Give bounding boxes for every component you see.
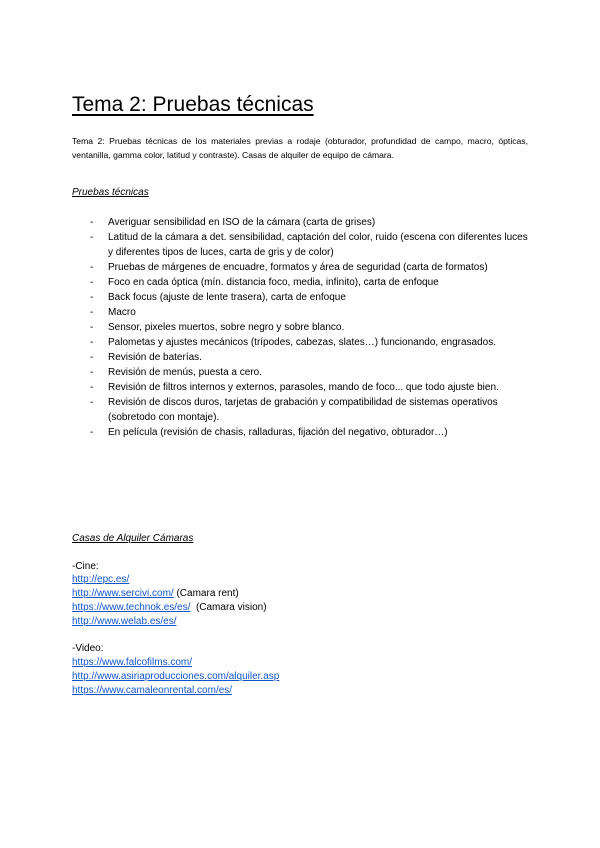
link-technok[interactable]: https://www.technok.es/es/ [72, 602, 191, 613]
list-item: - Latitud de la cámara a det. sensibilidad, captación del color, ruido (escena con diferentes luces y diferentes tipos de luces, carta de gris y de color) [90, 232, 528, 258]
link-falcofilms[interactable]: https://www.falcofilms.com/ [72, 657, 193, 668]
cine-label: -Cine: [72, 561, 99, 572]
list-item: - Revisión de baterías. [90, 352, 202, 363]
list-item: - Revisión de discos duros, tarjetas de grabación y compatibilidad de sistemas operativos (sobretodo con montaje). [90, 397, 498, 423]
link-camaleon[interactable]: https://www.camaleonrental.com/es/ [72, 685, 233, 696]
video-label: -Video: [72, 643, 104, 654]
list-item: - Macro [90, 307, 136, 318]
list-item: - En película (revisión de chasis, ralladuras, fijación del negativo, obturador…) [90, 427, 448, 438]
video-link-row [72, 670, 279, 684]
list-item: - Palometas y ajustes mecánicos (trípodes, cabezas, slates…) funcionando, engrasados. [90, 337, 496, 348]
list-item: - Foco en cada óptica (mín. distancia foco, media, infinito), carta de enfoque [90, 277, 439, 288]
pruebas-list [72, 215, 532, 440]
link-welab[interactable]: http://www.welab.es/es/ [72, 616, 177, 627]
cine-link-row [72, 573, 129, 587]
cine-link-row [72, 615, 177, 629]
link-sercivi[interactable]: http://www.sercivi.com/ [72, 588, 174, 599]
page-title: Tema 2: Pruebas técnicas [72, 93, 314, 116]
list-item: - Revisión de menús, puesta a cero. [90, 367, 262, 378]
intro-paragraph: Tema 2: Pruebas técnicas de los materiales previas a rodaje (obturador, profundidad de campo, macro, ópticas, ventanilla, gamma color, latitud y contraste). Casas de alquiler de equipo de cámara. [72, 136, 528, 160]
list-item: - Revisión de filtros internos y externos, parasoles, mando de foco... que todo ajuste bien. [90, 382, 499, 393]
list-item: - Sensor, pixeles muertos, sobre negro y sobre blanco. [90, 322, 345, 333]
pruebas-heading: Pruebas técnicas [72, 187, 149, 198]
link-epc[interactable]: http://epc.es/ [72, 574, 130, 585]
cine-link-row: https://www.technok.es/es/ (Camara vision) [72, 602, 267, 613]
cine-link-row: http://www.sercivi.com/ (Camara rent) [72, 588, 239, 599]
video-link-row [72, 656, 192, 670]
video-link-row [72, 684, 232, 698]
link-asiria[interactable]: http://www.asiriaproducciones.com/alquiler.asp [72, 671, 280, 682]
list-item: - Pruebas de márgenes de encuadre, formatos y área de seguridad (carta de formatos) [90, 262, 488, 273]
list-item: - Back focus (ajuste de lente trasera), carta de enfoque [90, 292, 346, 303]
casas-heading: Casas de Alquiler Cámaras [72, 533, 194, 544]
list-item: - Averiguar sensibilidad en ISO de la cámara (carta de grises) [90, 217, 376, 228]
